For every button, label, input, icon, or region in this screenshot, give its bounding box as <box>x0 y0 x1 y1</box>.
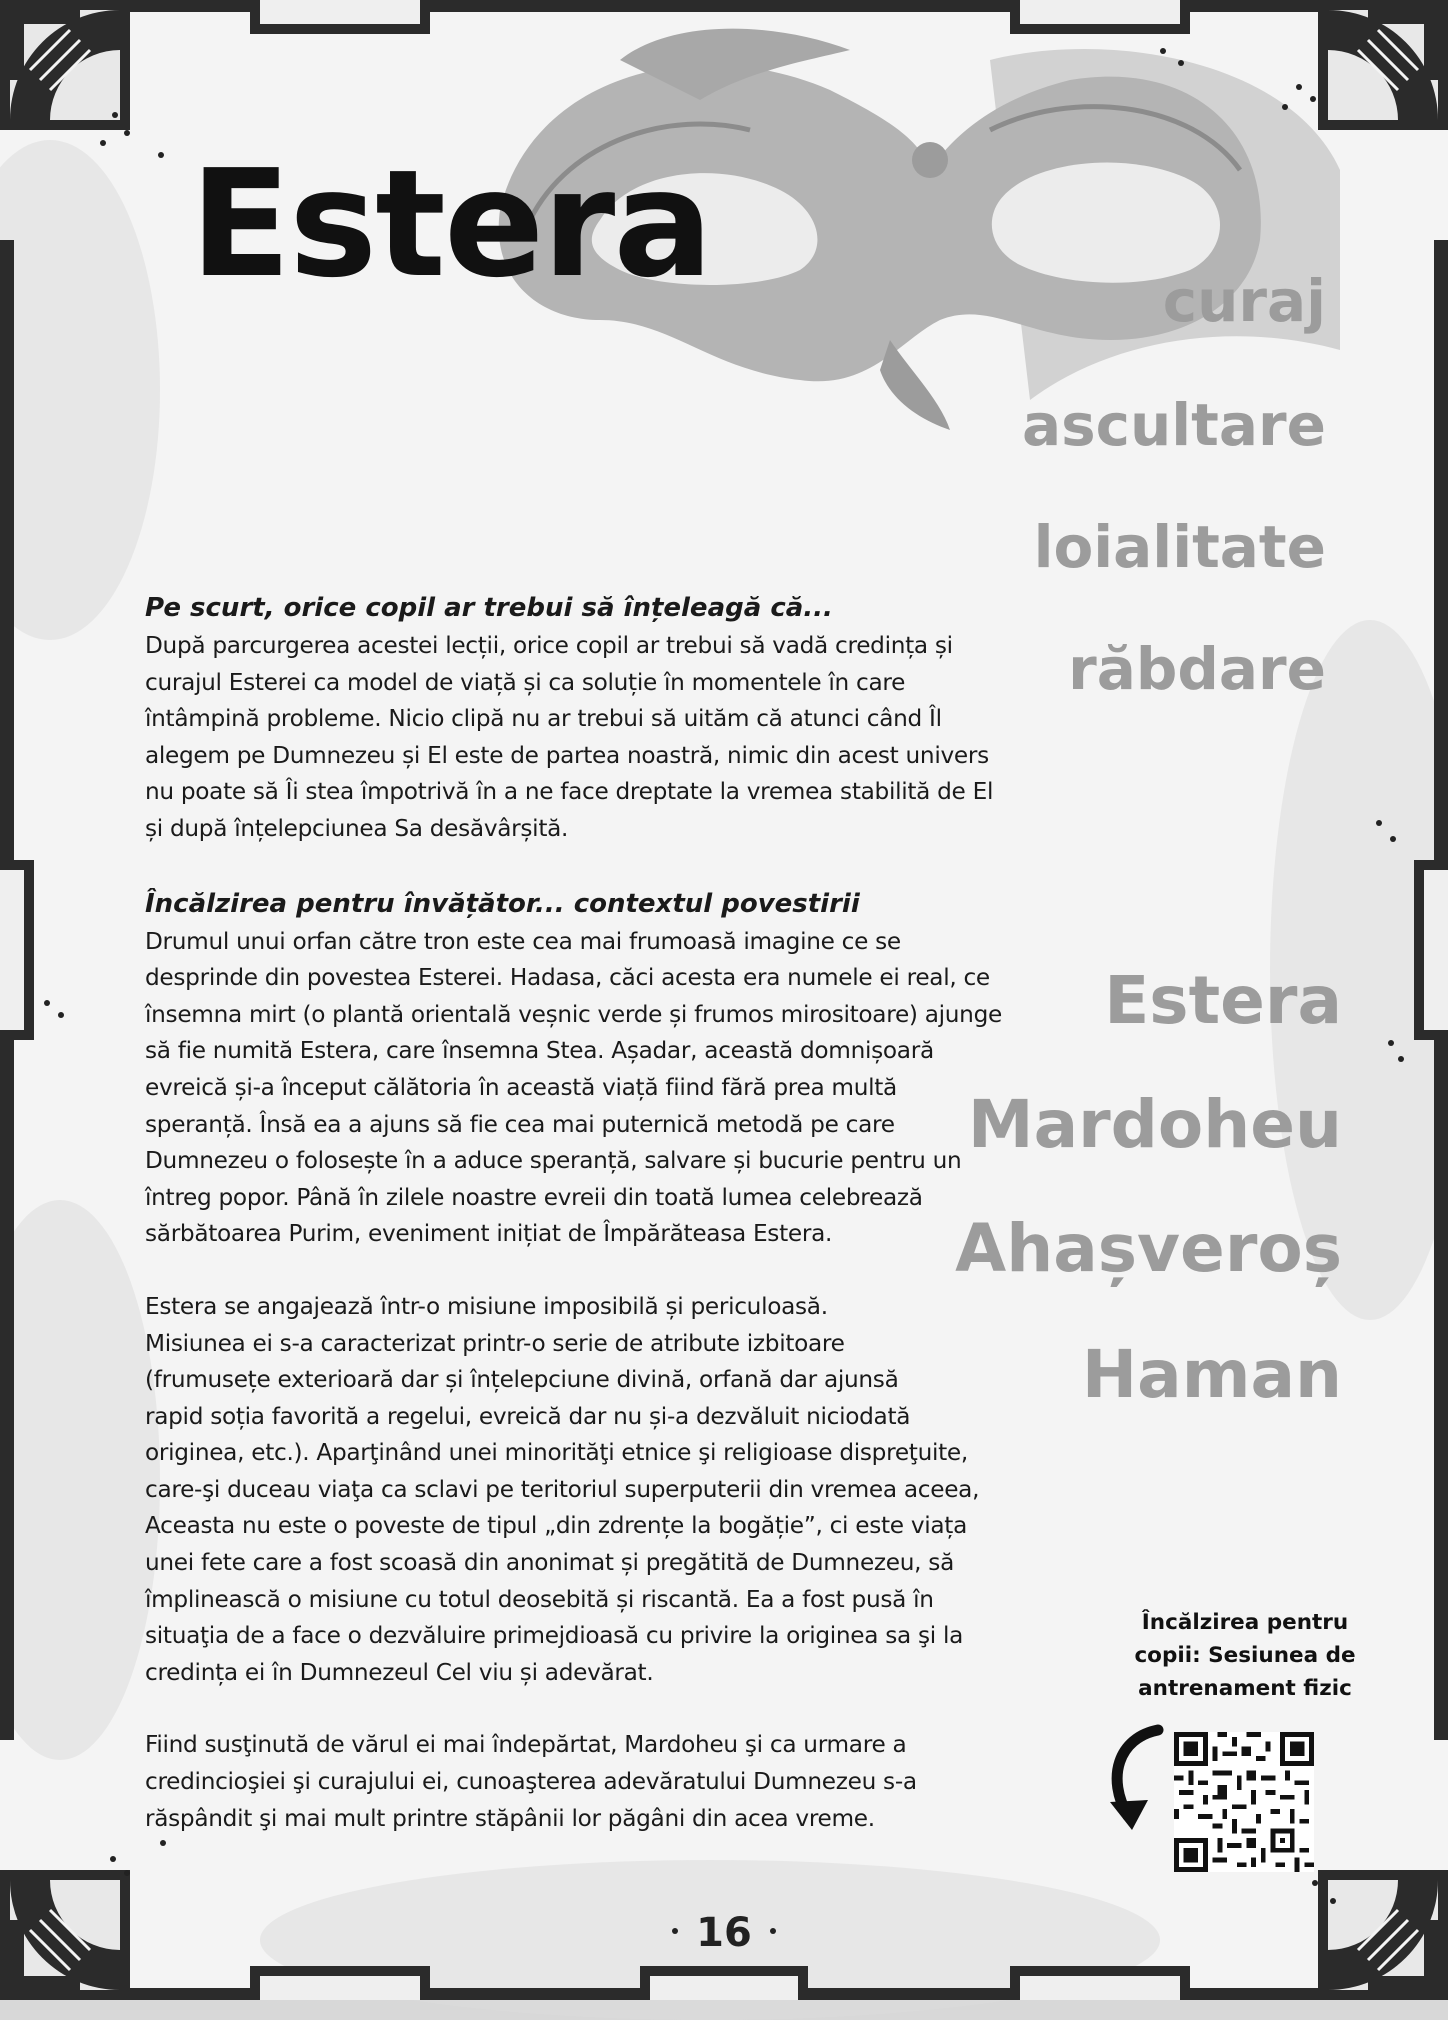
text-line: Misiunea ei s-a caracterizat printr-o serie de atribute izbitoare <box>145 1329 845 1357</box>
text-line: să fie numită Estera, care însemna Stea. Așadar, această domnișoară <box>145 1037 934 1065</box>
frame-tab <box>1010 0 1190 34</box>
text-line: situaţia de a face o dezvăluire primejdioasă cu privire la originea sa şi la <box>145 1622 964 1650</box>
text-line: unei fete care a fost scoasă din anonimat și pregătită de Dumnezeu, să <box>145 1549 954 1577</box>
qr-code[interactable] <box>1174 1732 1314 1872</box>
kids-warmup-line: antrenament fizic <box>1138 1676 1352 1701</box>
background-wash <box>0 1200 160 1760</box>
decorative-dot <box>112 112 118 118</box>
frame-tab <box>250 0 430 34</box>
decorative-dot <box>124 1870 130 1876</box>
text-line: Dumnezeu o folosește în a aduce speranță, salvare și bucurie pentru un <box>145 1147 962 1175</box>
text-line: Drumul unui orfan către tron este cea mai frumoasă imagine ce se <box>145 927 901 955</box>
decorative-dot <box>1330 1898 1336 1904</box>
theme-word: ascultare <box>1021 391 1326 459</box>
text-line: alegem pe Dumnezeu și El este de partea noastră, nimic din acest univers <box>145 741 989 769</box>
text-line: originea, etc.). Aparţinând unei minorităţi etnice şi religioase dispreţuite, <box>145 1439 968 1467</box>
text-line: evreică și-a început călătoria în această viață fiind fără prea multă <box>145 1073 897 1101</box>
theme-word: loialitate <box>1033 513 1326 581</box>
page-number: 16 <box>696 1910 752 1956</box>
text-line: credința ei în Dumnezeul Cel viu și adevărat. <box>145 1658 654 1686</box>
frame-tab <box>640 1966 808 2000</box>
text-line: răspândit şi mai mult printre stăpânii lor păgâni din acea vreme. <box>145 1804 875 1832</box>
frame-tab <box>0 860 34 1040</box>
decorative-dot <box>1398 1056 1404 1062</box>
decorative-dot <box>770 1928 776 1934</box>
decorative-dot <box>110 1856 116 1862</box>
section-heading: Pe scurt, orice copil ar trebui să înțeleagă că... <box>145 593 833 623</box>
text-line: desprinde din povestea Esterei. Hadasa, căci acesta era numele ei real, ce <box>145 964 990 992</box>
corner-ornament-top-right <box>1318 0 1448 130</box>
theme-word: curaj <box>1162 267 1326 335</box>
decorative-dot <box>58 1012 64 1018</box>
decorative-dot <box>1390 836 1396 842</box>
text-line: rapid soția favorită a regelui, evreică dar nu și-a dezvăluit niciodată <box>145 1402 911 1430</box>
frame-tab <box>250 1966 430 2000</box>
decorative-dot <box>1296 84 1302 90</box>
decorative-dot <box>1376 820 1382 826</box>
text-line: credincioşiei şi curajului ei, cunoaşterea adevăratului Dumnezeu s-a <box>145 1768 917 1796</box>
page-title: Estera <box>190 138 712 310</box>
decorative-dot <box>1312 1880 1318 1886</box>
kids-warmup-line: copii: Sesiunea de <box>1134 1643 1356 1668</box>
decorative-dot <box>1310 96 1316 102</box>
text-line: După parcurgerea acestei lecții, orice copil ar trebui să vadă credința și <box>145 632 953 659</box>
decorative-dot <box>1160 48 1166 54</box>
decorative-dot <box>1282 104 1288 110</box>
decorative-dot <box>158 152 164 158</box>
curved-arrow-icon <box>1098 1718 1178 1838</box>
text-line: întâmpină probleme. Nicio clipă nu ar trebui să uităm că atunci când Îl <box>145 705 942 733</box>
decorative-dot <box>100 140 106 146</box>
frame-tab <box>1414 860 1448 1040</box>
theme-word: răbdare <box>1068 635 1326 703</box>
background-wash <box>0 140 160 640</box>
text-line: însemna mirt (o plantă orientală veșnic verde și frumos mirositoare) ajunge <box>145 1000 1002 1028</box>
corner-ornament-bottom-right <box>1318 1870 1448 2000</box>
text-line: (frumusețe exterioară dar și înțelepciune divină, orfană dar ajunsă <box>145 1366 899 1394</box>
text-line: care-şi duceau viaţa ca sclavi pe teritoriul superputerii din vremea aceea, <box>145 1475 980 1503</box>
corner-ornament-top-left <box>0 0 130 130</box>
character-name: Mardoheu <box>967 1086 1342 1163</box>
decorative-dot <box>160 1840 166 1846</box>
text-line: nu poate să Îi stea împotrivă în a ne face dreptate la vremea stabilită de El <box>145 778 994 806</box>
text-line: speranță. Însă ea a ajuns să fie cea mai puternică metodă pe care <box>145 1110 895 1138</box>
frame-tab <box>1010 1966 1190 2000</box>
decorative-dot <box>1178 60 1184 66</box>
text-line: Fiind susţinută de vărul ei mai îndepărtat, Mardoheu şi ca urmare a <box>145 1731 907 1759</box>
text-line: sărbătoarea Purim, eveniment inițiat de Împărăteasa Estera. <box>145 1220 833 1248</box>
corner-ornament-bottom-left <box>0 1870 130 2000</box>
decorative-dot <box>44 1000 50 1006</box>
kids-warmup-label <box>1118 1606 1372 1705</box>
character-name: Haman <box>1081 1336 1342 1413</box>
text-line: împlinească o misiune cu totul deosebită și riscantă. Ea a fost pusă în <box>145 1585 934 1613</box>
main-text <box>145 588 1095 1837</box>
text-line: curajul Esterei ca model de viață și ca soluție în momentele în care <box>145 668 906 696</box>
text-line: Estera se angajează într-o misiune imposibilă și periculoasă. <box>145 1292 828 1320</box>
text-line: întreg popor. Până în zilele noastre evreii din toată lumea celebrează <box>145 1183 923 1211</box>
text-line: Aceasta nu este o poveste de tipul „din zdrențe la bogăție”, ci este viața <box>145 1512 968 1540</box>
character-name: Estera <box>1104 962 1342 1039</box>
section-heading: Încălzirea pentru învățător... contextul povestirii <box>145 888 860 919</box>
decorative-dot <box>672 1928 678 1934</box>
decorative-dot <box>1388 1040 1394 1046</box>
character-name: Ahașveroș <box>955 1210 1342 1287</box>
decorative-dot <box>124 130 130 136</box>
text-line: și după înțelepciunea Sa desăvârșită. <box>145 814 569 842</box>
kids-warmup-line: Încălzirea pentru <box>1141 1610 1349 1635</box>
